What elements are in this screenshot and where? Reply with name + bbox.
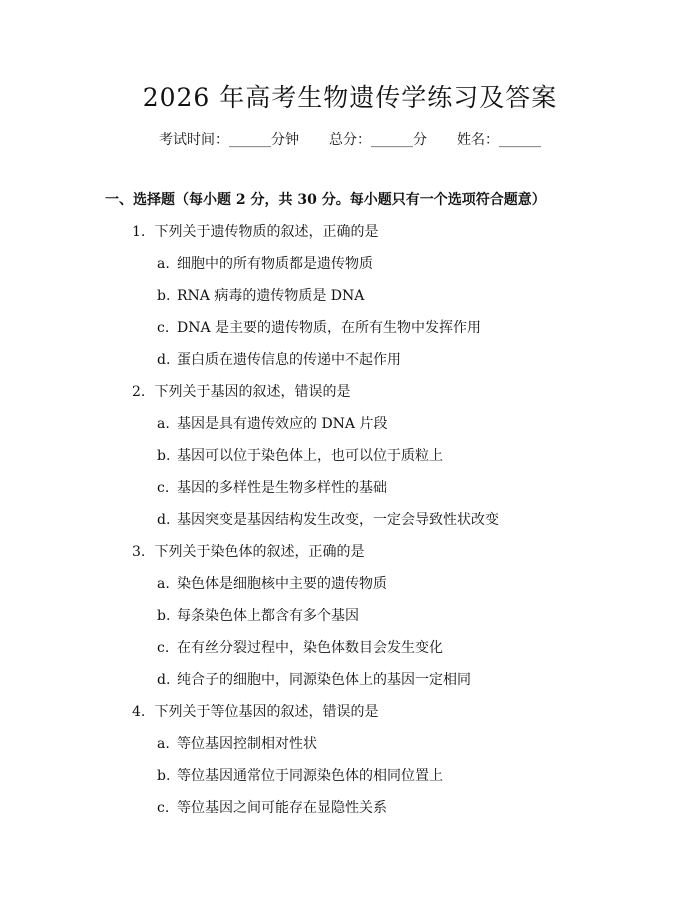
option-label: d. [157,672,171,688]
section-heading: 一、选择题（每小题 2 分，共 30 分。每小题只有一个选项符合题意） [105,192,546,208]
question-1 [132,222,378,242]
option-text: RNA 病毒的遗传物质是 DNA [177,288,365,304]
question-number: 4. [132,704,146,720]
option-2a [157,414,388,434]
option-4a [157,734,317,754]
question-text: 下列关于基因的叙述，错误的是 [154,384,351,400]
option-text: 染色体是细胞核中主要的遗传物质 [177,576,387,592]
option-text: 等位基因通常位于同源染色体的相同位置上 [177,768,443,784]
question-2 [132,382,350,402]
option-3d [157,670,471,690]
option-text: 基因可以位于染色体上，也可以位于质粒上 [177,448,443,464]
option-text: 基因突变是基因结构发生改变，一定会导致性状改变 [177,512,499,528]
option-2c [157,478,387,498]
option-label: b. [157,288,171,304]
option-1d [157,350,401,370]
option-text: 蛋白质在遗传信息的传递中不起作用 [177,352,401,368]
option-text: 纯合子的细胞中，同源染色体上的基因一定相同 [177,672,471,688]
option-text: 细胞中的所有物质都是遗传物质 [177,256,373,272]
option-1b [157,286,364,306]
question-number: 1. [132,224,146,240]
option-text: 基因是具有遗传效应的 DNA 片段 [177,416,388,432]
option-text: 等位基因控制相对性状 [177,736,317,752]
option-2b [157,446,443,466]
option-4c [157,798,387,818]
question-number: 3. [132,544,146,560]
exam-time: 考试时间：______分钟 [159,132,299,148]
question-number: 2. [132,384,146,400]
option-label: d. [157,512,171,528]
option-label: b. [157,448,171,464]
question-text: 下列关于遗传物质的叙述，正确的是 [154,224,379,240]
option-text: 等位基因之间可能存在显隐性关系 [177,800,387,816]
option-text: DNA 是主要的遗传物质，在所有生物中发挥作用 [177,320,482,336]
option-label: a. [157,576,170,592]
option-2d [157,510,499,530]
option-label: c. [157,640,170,656]
question-3 [132,542,364,562]
option-1c [157,318,481,338]
option-4b [157,766,443,786]
option-label: d. [157,352,171,368]
option-label: c. [157,800,170,816]
option-text: 在有丝分裂过程中，染色体数目会发生变化 [177,640,443,656]
option-label: a. [157,256,170,272]
exam-meta [0,130,700,150]
question-4 [132,702,378,722]
total-score: 总分：______分 [329,132,427,148]
option-label: a. [157,736,170,752]
option-text: 基因的多样性是生物多样性的基础 [177,480,387,496]
question-text: 下列关于染色体的叙述，正确的是 [154,544,365,560]
option-text: 每条染色体上都含有多个基因 [177,608,359,624]
option-label: c. [157,480,170,496]
option-label: b. [157,608,171,624]
question-text: 下列关于等位基因的叙述，错误的是 [154,704,379,720]
option-1a [157,254,373,274]
option-3a [157,574,387,594]
option-label: b. [157,768,171,784]
student-name: 姓名：______ [457,132,541,148]
option-label: c. [157,320,170,336]
document-title: 2026 年高考生物遗传学练习及答案 [142,83,558,112]
option-3c [157,638,443,658]
option-label: a. [157,416,170,432]
option-3b [157,606,359,626]
